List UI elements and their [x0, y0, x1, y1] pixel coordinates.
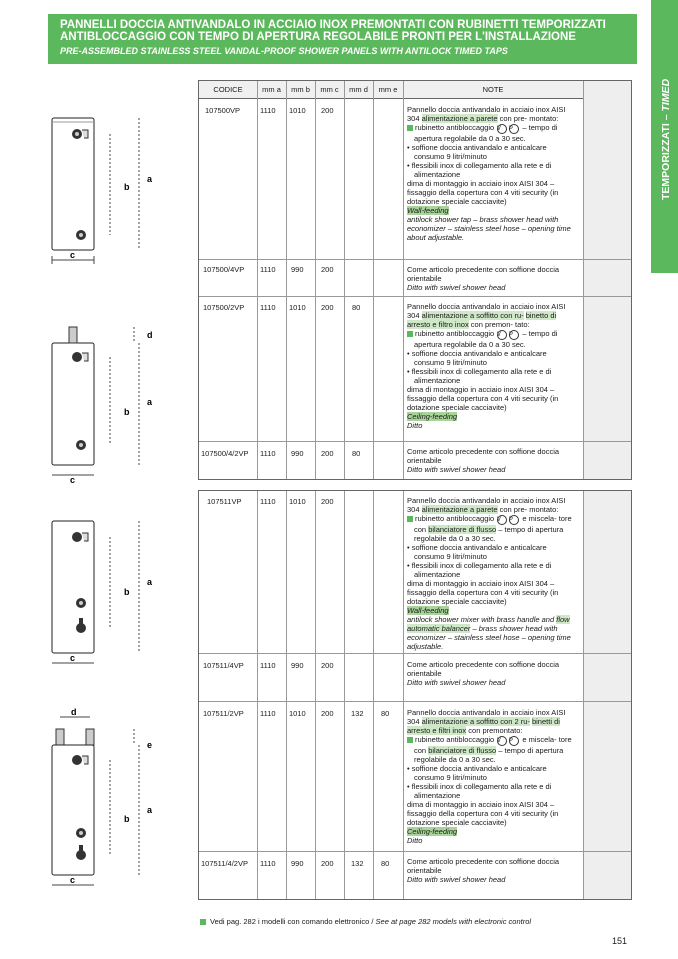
cell-b: 1010: [289, 303, 306, 312]
cell-code: 107500/4VP: [203, 265, 245, 274]
dim-label-e: e: [147, 740, 153, 750]
col-header-e: mm e: [373, 81, 403, 99]
note-107500-4VP: Come articolo precedente con soffione doccia orientabile Ditto with swivel shower head: [407, 265, 560, 292]
note-107511VP: Pannello doccia antivandalo in acciaio inox AISI 304 alimentazione a parete con pre- montato: rubinetto antibloccaggio V P e miscela- tore con bilanciatore di flusso – tempo di apertura regolabile da 0 a 30 sec. • soffione doccia antivandalo e anticalcare consumo 9 litri/minuto • flessibili inox di collegamento alla rete e di alimentazione dima di montaggio in acciaio inox AISI 304 – fissaggio della copertura con 4 viti security (in dotazione speciale cacciavite) Wall-feeding antilock shower mixer with brass handle and flow automatic balancer – brass shower head with economizer – stainless steel hose – opening time adjustable.: [407, 496, 572, 651]
cell-code: 107511/4VP: [203, 661, 244, 670]
diagram-ceiling-panel-1: [44, 325, 164, 485]
col-header-d: mm d: [344, 81, 373, 99]
footer-text-en: See at page 282 models with electronic control: [375, 917, 532, 926]
cell-a: 1110: [260, 265, 276, 274]
dim-label-a: a: [147, 397, 153, 407]
col-header-c: mm c: [315, 81, 344, 99]
page-number: 151: [612, 936, 628, 946]
cell-a: 1110: [260, 449, 276, 458]
cell-b: 990: [291, 449, 304, 458]
dim-label-b: b: [124, 182, 130, 192]
note-107511-2VP: Pannello doccia antivandalo in acciaio inox AISI 304 alimentazione a soffitto con 2 ru- binetti di arresto e filtri inox con premontato: rubinetto antibloccaggio V P e miscela- tore con bilanciatore di flusso – tempo di apertura regolabile da 0 a 30 sec. • soffione doccia antivandalo e anticalcare consumo 9 litri/minuto • flessibili inox di collegamento alla rete e di alimentazione dima di montaggio in acciaio inox AISI 304 – fissaggio della copertura con 4 viti security (in dotazione speciale cacciavite) Ceiling-feeding Ditto: [407, 708, 572, 845]
extra-column: [583, 491, 631, 899]
dim-label-b: b: [124, 587, 130, 597]
dim-label-a: a: [147, 805, 153, 815]
side-tab: [651, 0, 678, 273]
cell-a: 1110: [260, 709, 276, 718]
header-title-line1: PANNELLI DOCCIA ANTIVANDALO IN ACCIAIO INOX PREMONTATI CON RUBINETTI TEMPORIZZATI: [60, 19, 606, 31]
col-header-note: NOTE: [403, 81, 583, 99]
product-table-2: [198, 490, 632, 900]
cell-code: 107500VP: [205, 106, 241, 115]
cell-d: 80: [352, 303, 361, 312]
cell-a: 1110: [260, 106, 276, 115]
cell-code: 107511/4/2VP: [201, 859, 248, 868]
note-107500-4-2VP: Come articolo precedente con soffione doccia orientabile Ditto with swivel shower head: [407, 447, 560, 474]
note-107500-2VP: Pannello doccia antivandalo in acciaio inox AISI 304 alimentazione a soffitto con ru- binetto di arresto e filtro inox con premon- tato: rubinetto antibloccaggio V P – tempo di apertura regolabile da 0 a 30 sec. • soffione doccia antivandalo e anticalcare consumo 9 litri/minuto • flessibili inox di collegamento alla rete e di alimentazione dima di montaggio in acciaio inox AISI 304 – fissaggio della copertura con 4 viti security (in dotazione speciale cacciavite) Ceiling-feeding Ditto: [407, 302, 566, 430]
cell-c: 200: [321, 265, 334, 274]
col-header-b: mm b: [286, 81, 315, 99]
dim-label-c: c: [70, 875, 76, 885]
cell-b: 990: [291, 265, 304, 274]
cell-code: 107511/2VP: [203, 709, 244, 718]
header-title-line2: ANTIBLOCCAGGIO CON TEMPO DI APERTURA REGOLABILE PRONTI PER L'INSTALLAZIONE: [60, 31, 576, 43]
note-107511-4VP: Come articolo precedente con soffione doccia orientabile Ditto with swivel shower head: [407, 660, 560, 687]
cell-a: 1110: [260, 859, 276, 868]
dim-label-d: d: [147, 330, 153, 340]
extra-column: [583, 81, 631, 479]
dim-label-a: a: [147, 174, 153, 184]
cell-e: 80: [381, 859, 390, 868]
bullet-square-icon: [200, 919, 206, 925]
dim-label-c: c: [70, 250, 76, 260]
dim-label-b: b: [124, 407, 130, 417]
note-107500VP: Pannello doccia antivandalo in acciaio inox AISI 304 alimentazione a parete con pre- montato: rubinetto antibloccaggio V P – tempo di apertura regolabile da 0 a 30 sec. • soffione doccia antivandalo e anticalcare consumo 9 litri/minuto • flessibili inox di collegamento alla rete e di alimentazione dima di montaggio in acciaio inox AISI 304 – fissaggio della copertura con 4 viti security (in dotazione speciale cacciavite) Wall-feeding antilock shower tap – brass shower head with economizer – stainless steel hose – opening time about adjustable.: [407, 105, 571, 242]
cell-code: 107500/4/2VP: [201, 449, 249, 458]
cell-b: 990: [291, 859, 304, 868]
cell-d: 80: [352, 449, 361, 458]
cell-c: 200: [321, 497, 334, 506]
cell-a: 1110: [260, 661, 276, 670]
cell-d: 132: [351, 709, 364, 718]
cell-a: 1110: [260, 303, 276, 312]
side-tab-label-en: TIMED: [660, 78, 672, 112]
diagram-wall-panel-2: [44, 515, 164, 673]
header-subtitle: PRE-ASSEMBLED STAINLESS STEEL VANDAL-PROOF SHOWER PANELS WITH ANTILOCK TIMED TAPS: [60, 46, 508, 56]
cell-b: 1010: [289, 709, 306, 718]
page-header: [48, 14, 637, 64]
cell-e: 80: [381, 709, 390, 718]
diagram-wall-panel-1: [44, 112, 164, 270]
cell-d: 132: [351, 859, 364, 868]
footer-text-it: Vedi pag. 282 i modelli con comando elettronico /: [210, 917, 376, 926]
cell-b: 1010: [289, 106, 306, 115]
side-tab-label: [651, 0, 678, 273]
dim-label-c: c: [70, 475, 76, 485]
footer-note: [200, 917, 531, 926]
svg-text:TEMPORIZZATI – TIMED: [660, 78, 672, 200]
cell-c: 200: [321, 449, 334, 458]
cell-code: 107511VP: [207, 497, 242, 506]
cell-a: 1110: [260, 497, 276, 506]
cell-c: 200: [321, 106, 334, 115]
col-header-code: CODICE: [199, 81, 257, 99]
cell-c: 200: [321, 859, 334, 868]
dim-label-c: c: [70, 653, 76, 663]
cell-b: 1010: [289, 497, 306, 506]
dim-label-a: a: [147, 577, 153, 587]
side-tab-label-sep: –: [660, 111, 672, 124]
note-107511-4-2VP: Come articolo precedente con soffione doccia orientabile Ditto with swivel shower head: [407, 857, 560, 884]
product-table-1: [198, 80, 632, 480]
col-header-a: mm a: [257, 81, 286, 99]
cell-c: 200: [321, 661, 334, 670]
cell-c: 200: [321, 709, 334, 718]
cell-code: 107500/2VP: [203, 303, 245, 312]
side-tab-label-it: TEMPORIZZATI: [660, 123, 672, 200]
diagram-ceiling-panel-2: [44, 705, 164, 895]
dim-label-d: d: [71, 707, 77, 717]
dim-label-b: b: [124, 814, 130, 824]
cell-b: 990: [291, 661, 304, 670]
cell-c: 200: [321, 303, 334, 312]
